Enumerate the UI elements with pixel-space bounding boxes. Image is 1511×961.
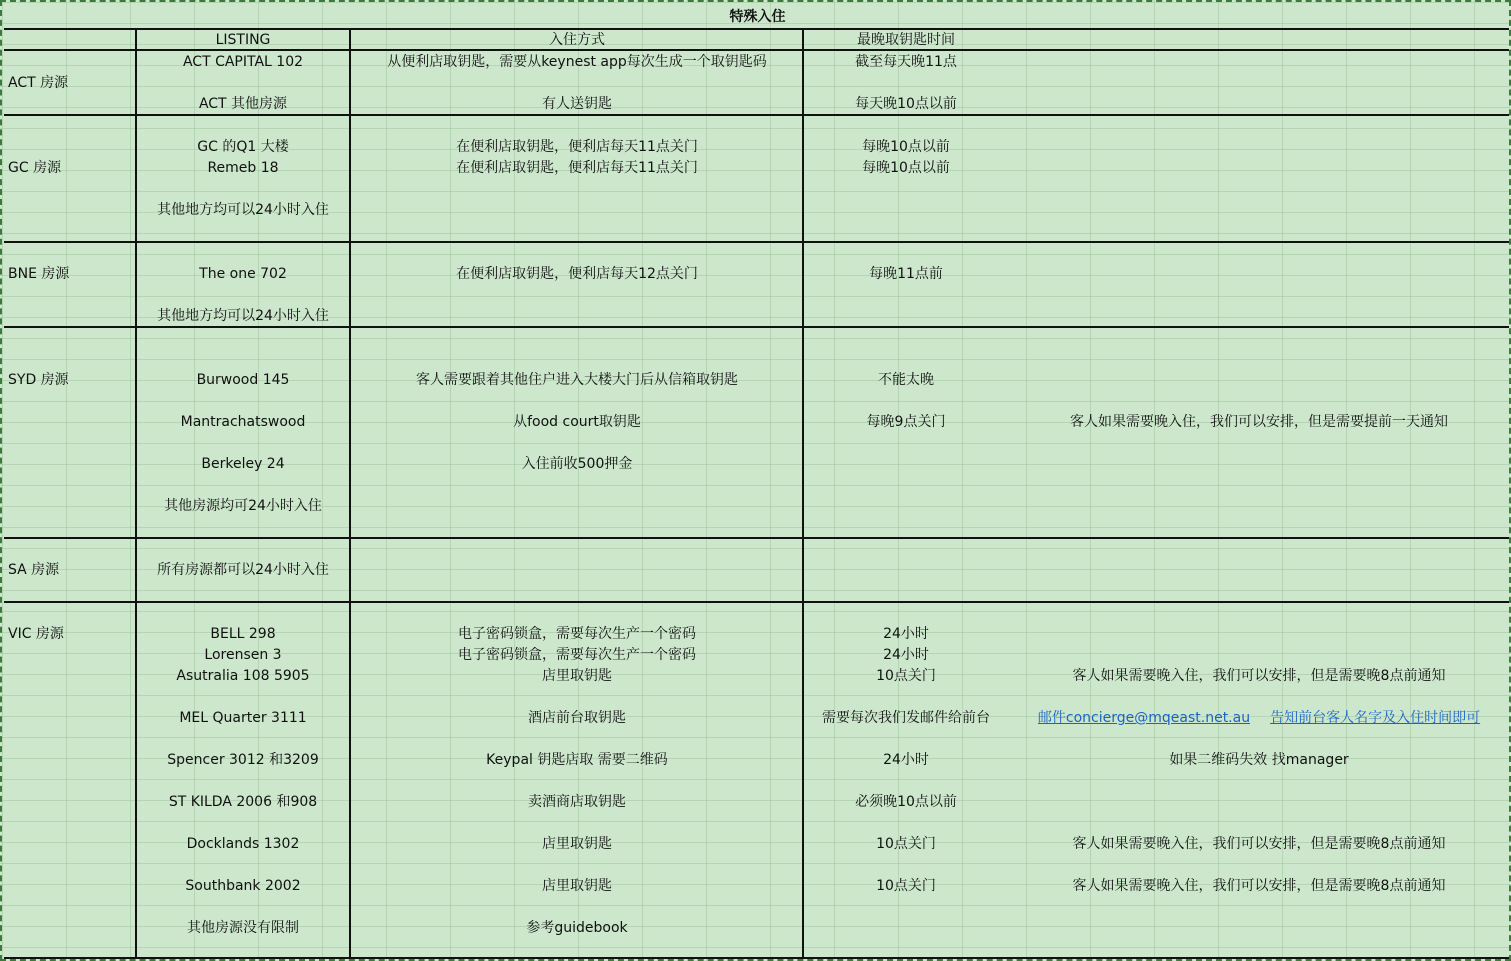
border-line [4,537,1509,539]
column-border [349,28,351,959]
region-label: VIC 房源 [8,626,64,642]
header-method: 入住方式 [549,32,605,48]
note-cell: 客人如果需要晚入住，我们可以安排，但是需要提前一天通知 [1070,414,1448,430]
instruction-link[interactable]: 告知前台客人名字及入住时间即可 [1270,710,1481,726]
latest-cell: 10点关门 [876,878,936,894]
listing-cell: Southbank 2002 [185,878,301,894]
latest-cell: 每晚10点以前 [862,139,950,155]
listing-cell: GC 的Q1 大楼 [197,139,289,155]
region-label: BNE 房源 [8,266,70,282]
method-cell: 店里取钥匙 [542,836,612,852]
border-line [4,241,1509,243]
latest-cell: 需要每次我们发邮件给前台 [822,710,990,726]
latest-cell: 10点关门 [876,668,936,684]
region-label: GC 房源 [8,160,62,176]
listing-cell: 其他房源均可24小时入住 [164,498,322,514]
method-cell: 从便利店取钥匙，需要从keynest app每次生成一个取钥匙码 [387,54,767,70]
listing-cell: ST KILDA 2006 和908 [168,794,318,810]
method-cell: 从food court取钥匙 [513,414,641,430]
method-cell: 店里取钥匙 [542,668,612,684]
border-line [4,601,1509,603]
method-cell: 在便利店取钥匙，便利店每天12点关门 [456,266,698,282]
note-cell: 客人如果需要晚入住，我们可以安排，但是需要晚8点前通知 [1072,878,1446,894]
note-cell: 客人如果需要晚入住，我们可以安排，但是需要晚8点前通知 [1072,836,1446,852]
method-cell: 客人需要跟着其他住户进入大楼大门后从信箱取钥匙 [416,372,738,388]
latest-cell: 每晚11点前 [869,266,943,282]
listing-cell: Asutralia 108 5905 [176,668,310,684]
latest-cell: 24小时 [883,647,929,663]
method-cell: 电子密码锁盒，需要每次生产一个密码 [458,626,696,642]
method-cell: 入住前收500押金 [521,456,633,472]
listing-cell: Lorensen 3 [204,647,282,663]
listing-cell: 其他地方均可以24小时入住 [157,308,329,324]
method-cell: Keypal 钥匙店取 需要二维码 [486,752,668,768]
border-line [4,957,1509,959]
region-label: SYD 房源 [8,372,69,388]
listing-cell: Mantrachatswood [180,414,306,430]
listing-cell: 其他房源没有限制 [187,920,299,936]
method-cell: 有人送钥匙 [542,96,612,112]
listing-cell: 所有房源都可以24小时入住 [157,562,329,578]
latest-cell: 24小时 [883,752,929,768]
latest-cell: 每晚10点以前 [862,160,950,176]
note-cell [1010,708,1508,729]
listing-cell: BELL 298 [210,626,276,642]
note-cell: 客人如果需要晚入住，我们可以安排，但是需要晚8点前通知 [1072,668,1446,684]
method-cell: 在便利店取钥匙，便利店每天11点关门 [456,160,698,176]
listing-cell: Remeb 18 [207,160,279,176]
method-cell: 店里取钥匙 [542,878,612,894]
region-label: ACT 房源 [8,75,69,91]
method-cell: 在便利店取钥匙，便利店每天11点关门 [456,139,698,155]
latest-cell: 不能太晚 [878,372,934,388]
listing-cell: Burwood 145 [196,372,290,388]
listing-cell: ACT 其他房源 [198,96,288,112]
region-label: SA 房源 [8,562,60,578]
listing-cell: The one 702 [199,266,287,282]
listing-cell: 其他地方均可以24小时入住 [157,202,329,218]
column-border [802,28,804,959]
latest-cell: 截至每天晚11点 [855,54,957,70]
header-listing: LISTING [215,32,271,48]
method-cell: 酒店前台取钥匙 [528,710,626,726]
method-cell: 卖酒商店取钥匙 [528,794,626,810]
method-cell: 电子密码锁盒，需要每次生产一个密码 [458,647,696,663]
latest-cell: 每晚9点关门 [866,414,946,430]
method-cell: 参考guidebook [526,920,628,936]
listing-cell: Berkeley 24 [201,456,285,472]
listing-cell: MEL Quarter 3111 [179,710,307,726]
latest-cell: 必须晚10点以前 [855,794,957,810]
latest-cell: 24小时 [883,626,929,642]
latest-cell: 每天晚10点以前 [855,96,957,112]
listing-cell: Docklands 1302 [186,836,300,852]
column-border [135,28,137,959]
listing-cell: ACT CAPITAL 102 [182,54,304,70]
header-latest: 最晚取钥匙时间 [857,32,955,48]
email-link[interactable]: 邮件concierge@mqeast.net.au [1037,710,1251,726]
note-cell: 如果二维码失效 找manager [1169,752,1349,768]
latest-cell: 10点关门 [876,836,936,852]
listing-cell: Spencer 3012 和3209 [167,752,319,768]
sheet-title: 特殊入住 [729,9,786,25]
